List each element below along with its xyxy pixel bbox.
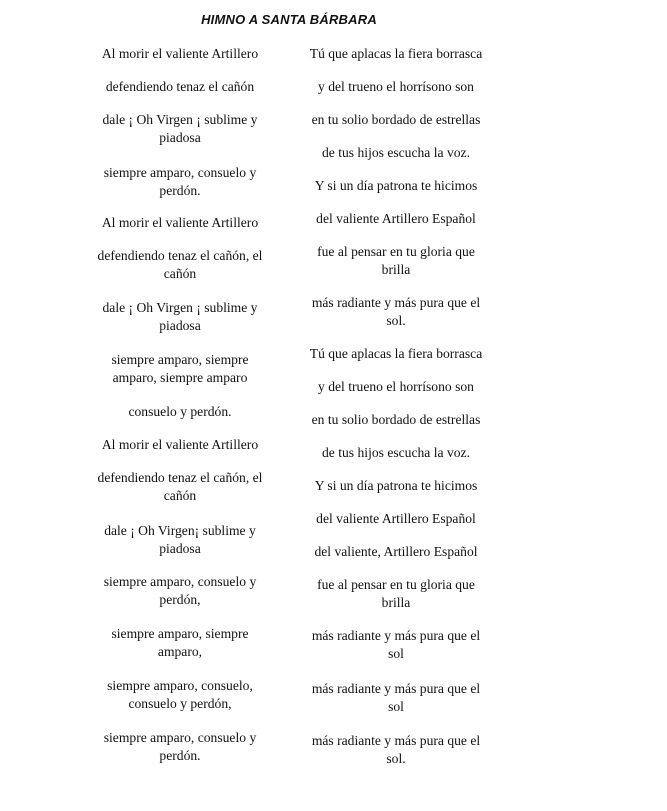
verse (296, 680, 496, 716)
verse-line: fue al pensar en tu gloria que (317, 244, 475, 259)
verse-line: siempre amparo, siempre (111, 352, 249, 367)
verse-line: y del trueno el horrísono son (318, 79, 474, 94)
verse-line: consuelo y perdón. (128, 404, 232, 419)
verse-line: del valiente, Artillero Español (314, 544, 478, 559)
verse-line: sol. (386, 313, 406, 328)
verse-line: del valiente Artillero Español (316, 511, 476, 526)
verse (80, 214, 280, 232)
verse (80, 111, 280, 147)
verse (296, 732, 496, 768)
verse (80, 436, 280, 454)
verse-line: defendiendo tenaz el cañón (105, 79, 255, 94)
verse-line: dale ¡ Oh Virgen ¡ sublime y (102, 112, 258, 127)
verse-line: defendiendo tenaz el cañón, el (97, 470, 263, 485)
verse-line: en tu solio bordado de estrellas (311, 112, 481, 127)
verse-line: cañón (163, 488, 197, 503)
verse-line: amparo, (157, 644, 203, 659)
verse (296, 543, 496, 561)
verse-line: amparo, siempre amparo (112, 370, 248, 385)
verse-line: siempre amparo, consuelo y (103, 165, 257, 180)
verse-line: en tu solio bordado de estrellas (311, 412, 481, 427)
verse-line: Tú que aplacas la fiera borrasca (309, 346, 483, 361)
verse-line: defendiendo tenaz el cañón, el (97, 248, 263, 263)
verse-line: perdón. (159, 748, 201, 763)
verse-line: del valiente Artillero Español (316, 211, 476, 226)
verse-line: fue al pensar en tu gloria que (317, 577, 475, 592)
verse-line: de tus hijos escucha la voz. (322, 145, 470, 160)
verse (80, 403, 280, 421)
verse (296, 378, 496, 396)
verse (296, 477, 496, 495)
verse-line: siempre amparo, consuelo, (107, 678, 253, 693)
verse (296, 78, 496, 96)
verse-line: dale ¡ Oh Virgen ¡ sublime y (102, 300, 258, 315)
verse-line: Tú que aplacas la fiera borrasca (309, 46, 483, 61)
verse-line: perdón, (159, 592, 201, 607)
verse-line: piadosa (159, 318, 201, 333)
verse-line: sol. (386, 751, 406, 766)
verse (80, 78, 280, 96)
verse-line: piadosa (159, 130, 201, 145)
verse-line: más radiante y más pura que el (311, 681, 481, 696)
verse (80, 351, 280, 387)
verse (296, 444, 496, 462)
verse-line: Al morir el valiente Artillero (101, 46, 259, 61)
verse (80, 469, 280, 505)
verse-line: más radiante y más pura que el (311, 295, 481, 310)
verse-line: siempre amparo, consuelo y (103, 574, 257, 589)
verse (296, 243, 496, 279)
verse (80, 164, 280, 200)
verse (296, 627, 496, 663)
verse (80, 522, 280, 558)
verse (296, 411, 496, 429)
verse-line: Al morir el valiente Artillero (101, 215, 259, 230)
verse-line: siempre amparo, siempre (111, 626, 249, 641)
verse (296, 345, 496, 363)
verse-line: Al morir el valiente Artillero (101, 437, 259, 452)
verse (80, 45, 280, 63)
verse (296, 294, 496, 330)
verse (80, 247, 280, 283)
verse-line: y del trueno el horrísono son (318, 379, 474, 394)
verse (296, 45, 496, 63)
verse-line: cañón (163, 266, 197, 281)
verse (296, 576, 496, 612)
verse-line: consuelo y perdón, (128, 696, 232, 711)
verse (80, 677, 280, 713)
verse-line: más radiante y más pura que el (311, 628, 481, 643)
verse (80, 573, 280, 609)
verse-line: sol (388, 646, 404, 661)
verse (80, 729, 280, 765)
verse-line: perdón. (159, 183, 201, 198)
verse (296, 510, 496, 528)
verse (296, 210, 496, 228)
verse-line: más radiante y más pura que el (311, 733, 481, 748)
verse (80, 299, 280, 335)
verse (296, 177, 496, 195)
verse-line: de tus hijos escucha la voz. (322, 445, 470, 460)
verse-line: dale ¡ Oh Virgen¡ sublime y (104, 523, 256, 538)
verse (296, 144, 496, 162)
verse-line: sol (388, 699, 404, 714)
verse (80, 625, 280, 661)
verse-line: siempre amparo, consuelo y (103, 730, 257, 745)
verse-line: brilla (381, 595, 411, 610)
verse-line: piadosa (159, 541, 201, 556)
verse-line: Y si un día patrona te hicimos (314, 478, 478, 493)
verse (296, 111, 496, 129)
verse-line: brilla (381, 262, 411, 277)
page-title: HIMNO A SANTA BÁRBARA (201, 12, 377, 27)
verse-line: Y si un día patrona te hicimos (314, 178, 478, 193)
